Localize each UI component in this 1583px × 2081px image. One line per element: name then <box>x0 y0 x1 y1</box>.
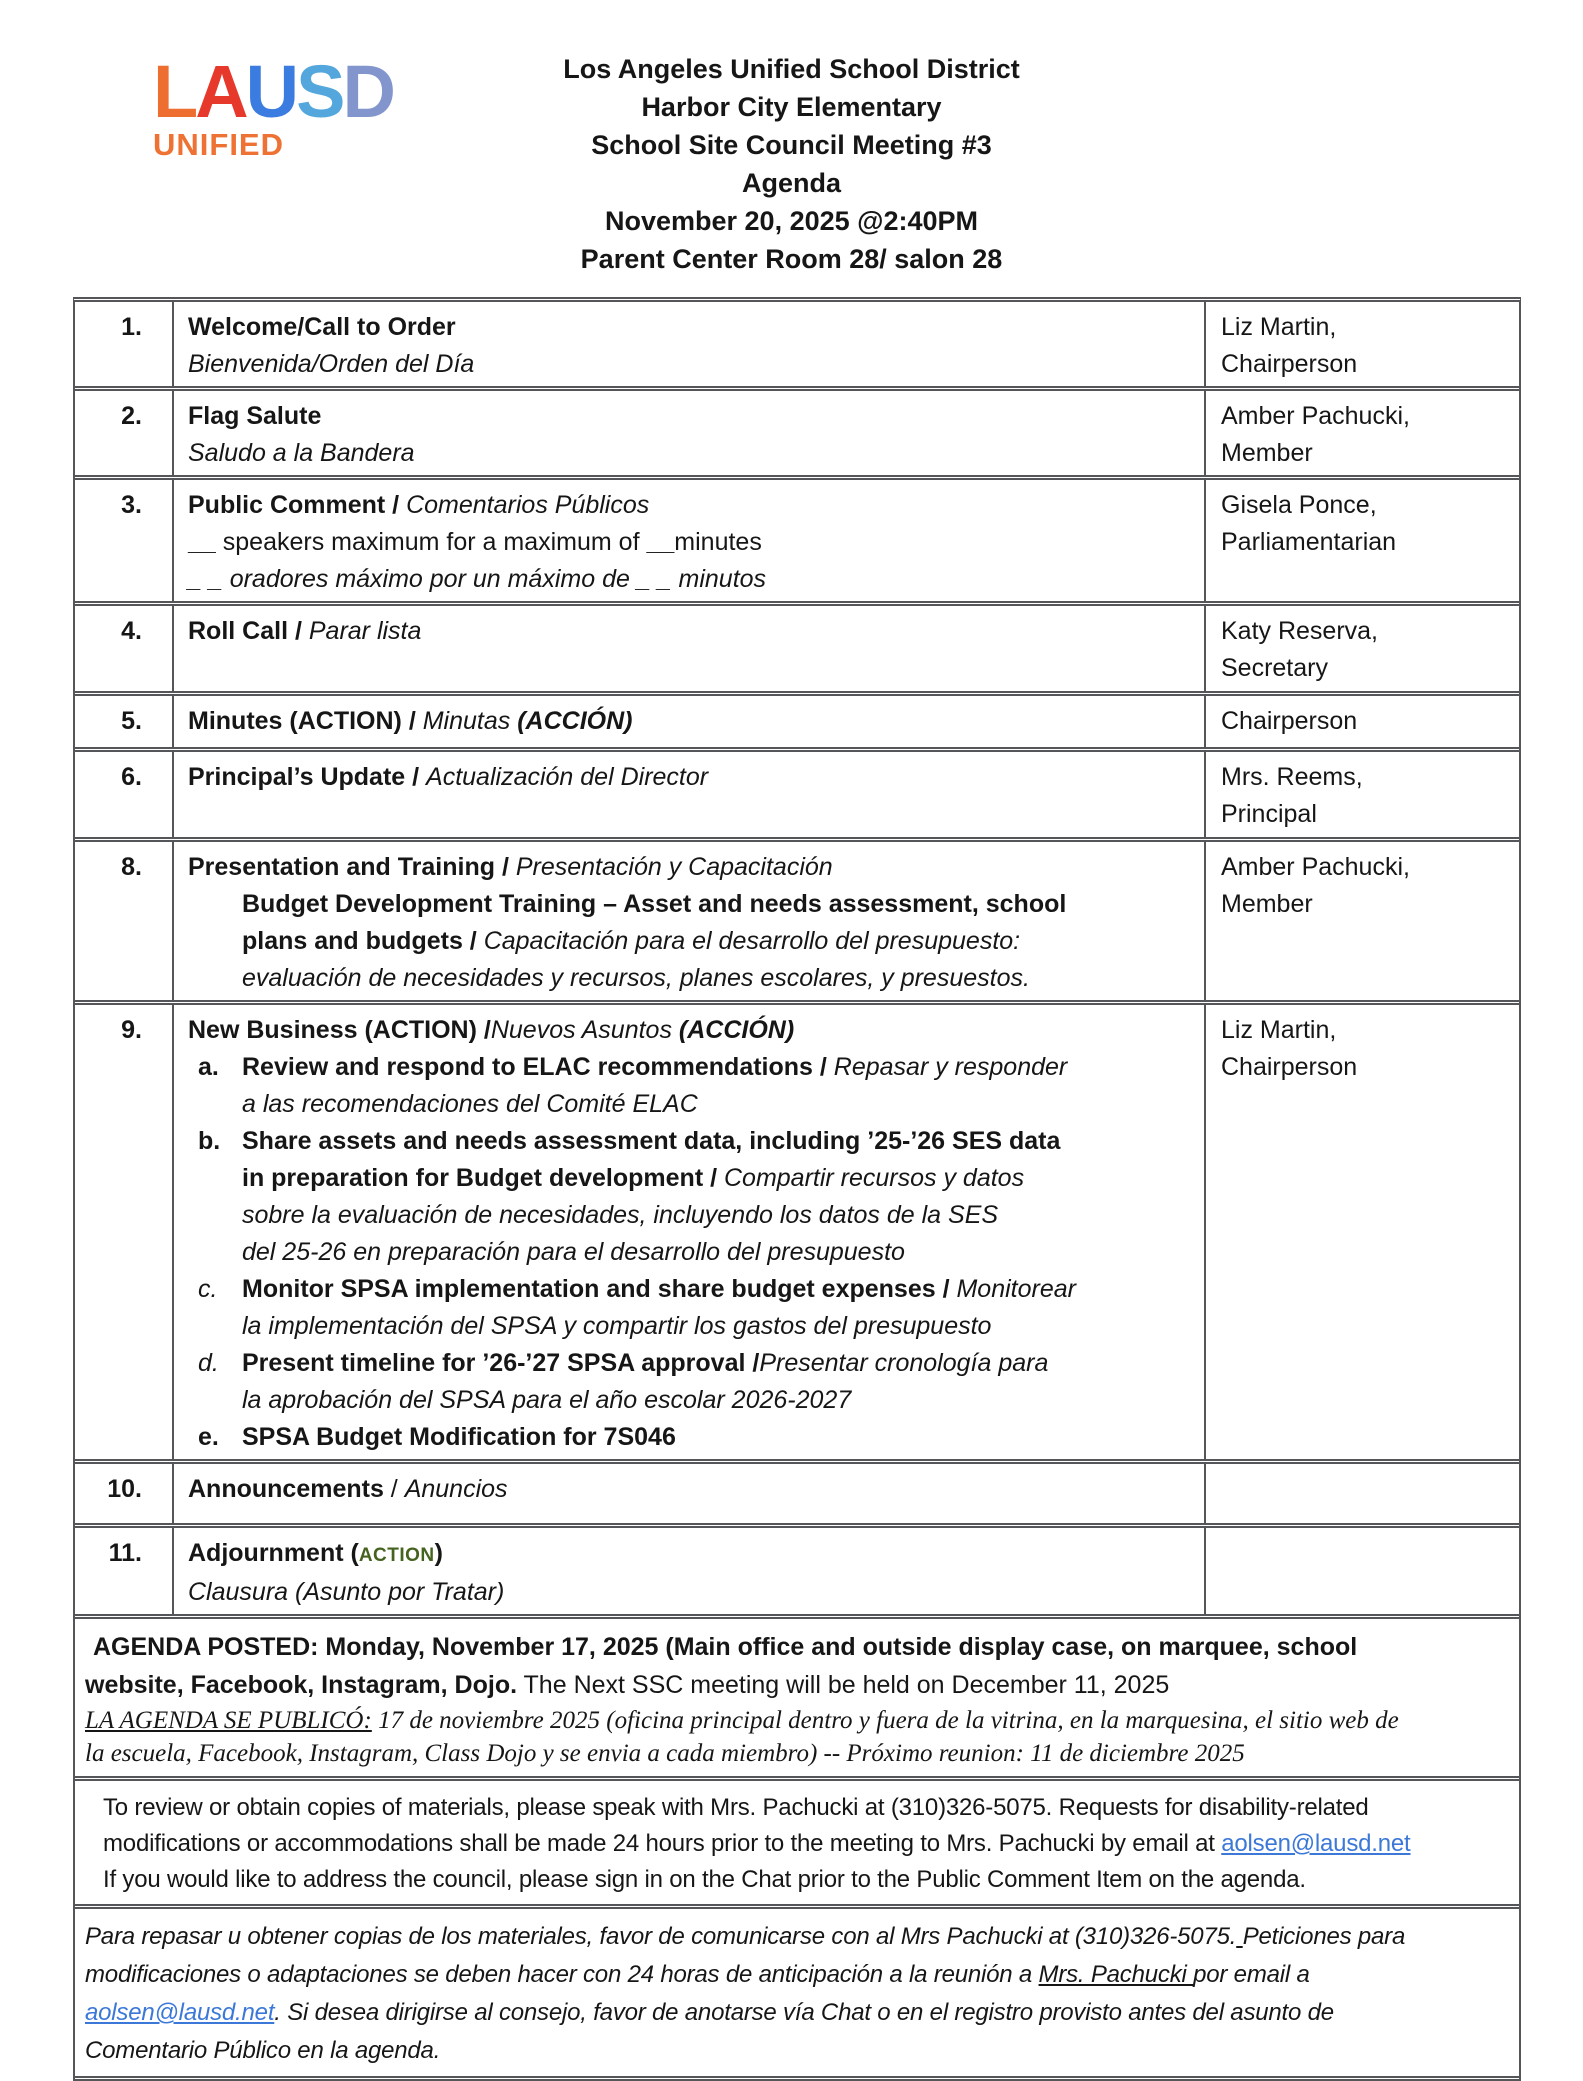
text-run: Monitorear <box>956 1275 1076 1303</box>
text-run: LA AGENDA SE PUBLICÓ: <box>85 1707 372 1734</box>
text-run: Parar lista <box>308 617 422 645</box>
text-line <box>174 1123 1204 1160</box>
text-run: Peticiones para <box>1242 1923 1406 1950</box>
person-line: Member <box>1221 890 1313 918</box>
text-line <box>174 1574 1204 1611</box>
person-line: Liz Martin, <box>1221 1016 1337 1044</box>
table-row <box>75 696 1519 752</box>
text-line <box>75 1826 1519 1862</box>
logo-letter: L <box>153 50 196 133</box>
person-line: Chairperson <box>1221 350 1358 378</box>
text-run: Review and respond to ELAC recommendations / <box>242 1053 834 1081</box>
logo-letter: U <box>245 50 297 133</box>
text-run: Flag Salute <box>188 402 322 430</box>
person-line: Chairperson <box>1221 707 1358 735</box>
text-run: Minutas <box>422 707 518 735</box>
text-run: _ _ oradores máximo por un máximo de _ _ minutos <box>188 565 767 593</box>
list-marker: d. <box>198 1349 219 1377</box>
agenda-table <box>73 297 1521 2081</box>
text-run: __ <box>188 528 216 556</box>
row-content <box>174 1005 1204 1459</box>
row-person <box>1204 480 1519 601</box>
text-line <box>174 561 1204 598</box>
text-run: SPSA Budget Modification for 7S046 <box>242 1423 676 1451</box>
text-run: Actualización del Director <box>426 763 709 791</box>
text-run: To review or obtain copies of materials, please speak with Mrs. Pachucki at (310)326-5075. Requests for disability-related <box>103 1794 1369 1821</box>
text-line <box>174 1049 1204 1086</box>
lausd-logo-unified: UNIFIED <box>153 127 284 163</box>
header-line-meeting: School Site Council Meeting #3 <box>591 130 992 160</box>
text-line <box>174 1234 1204 1271</box>
logo-letter: S <box>296 50 343 133</box>
text-run: plans and budgets / <box>242 927 484 955</box>
row-number: 2. <box>75 391 174 475</box>
text-run: Bienvenida/Orden del Día <box>188 350 475 378</box>
person-line: Liz Martin, <box>1221 313 1337 341</box>
text-run: ) <box>434 1539 443 1567</box>
person-line: Gisela Ponce, <box>1221 491 1377 519</box>
person-line: Katy Reserva, <box>1221 617 1379 645</box>
text-run: Capacitación para el desarrollo del presupuesto: <box>483 927 1021 955</box>
text-line <box>174 1382 1204 1419</box>
row-content <box>174 696 1204 747</box>
text-run: in preparation for Budget development / <box>242 1164 724 1192</box>
text-run: Budget Development Training – Asset and needs assessment, school <box>242 890 1067 918</box>
text-run: Clausura (Asunto por Tratar) <box>188 1578 505 1606</box>
row-number: 5. <box>75 696 174 747</box>
text-line <box>75 1704 1519 1737</box>
text-line <box>75 1918 1519 1956</box>
person-line: Principal <box>1221 800 1317 828</box>
table-row <box>75 1528 1519 1619</box>
text-run: Welcome/Call to Order <box>188 313 456 341</box>
text-run: Announcements <box>188 1475 391 1503</box>
table-row <box>75 752 1519 842</box>
text-run: / <box>390 1475 405 1503</box>
text-run: (ACCIÓN) <box>517 707 633 735</box>
row-person <box>1204 1005 1519 1459</box>
text-run: Monitor SPSA implementation and share budget expenses / <box>242 1275 957 1303</box>
person-line: Parliamentarian <box>1221 528 1397 556</box>
footer-note-block <box>75 1619 1519 1781</box>
text-line <box>174 886 1204 923</box>
person-line: Amber Pachucki, <box>1221 853 1410 881</box>
footer-note-block <box>75 1781 1519 1909</box>
text-run: The Next SSC meeting will be held on December 11, 2025 <box>517 1671 1170 1699</box>
person-line: Amber Pachucki, <box>1221 402 1410 430</box>
text-run: Adjournment ( <box>188 1539 359 1567</box>
text-run: evaluación de necesidades y recursos, planes escolares, y presuestos. <box>242 964 1030 992</box>
text-line <box>174 398 1204 435</box>
text-run: Para repasar u obtener copias de los materiales, favor de comunicarse con al Mrs Pachucki at (310)326-5075. <box>85 1923 1237 1950</box>
text-line <box>174 1012 1204 1049</box>
row-content <box>174 391 1204 475</box>
text-run: 17 de noviembre 2025 (oficina principal dentro y fuera de la vitrina, en la marquesina, el sitio web de <box>371 1707 1399 1734</box>
row-number: 4. <box>75 606 174 691</box>
text-run: por email a <box>1193 1961 1310 1988</box>
text-run: . Si desea dirigirse al consejo, favor de anotarse vía Chat o en el registro provisto antes del asunto de <box>274 1999 1334 2026</box>
text-line <box>174 1535 1204 1574</box>
row-number: 11. <box>75 1528 174 1614</box>
text-run: ACTION <box>358 1545 435 1566</box>
row-person <box>1204 842 1519 1000</box>
text-run: website, Facebook, Instagram, Dojo. <box>85 1671 518 1699</box>
table-row <box>75 480 1519 606</box>
text-run: sobre la evaluación de necesidades, incluyendo los datos de la SES <box>242 1201 999 1229</box>
text-run: Presentation and Training / <box>188 853 516 881</box>
list-marker: a. <box>198 1053 219 1081</box>
text-line <box>174 487 1204 524</box>
text-line <box>174 923 1204 960</box>
row-number: 10. <box>75 1464 174 1523</box>
text-run: a las recomendaciones del Comité ELAC <box>242 1090 698 1118</box>
row-person <box>1204 391 1519 475</box>
person-line: Secretary <box>1221 654 1328 682</box>
text-run: __ <box>646 528 675 556</box>
text-line <box>75 2032 1519 2070</box>
document-header <box>0 50 1583 278</box>
row-number: 3. <box>75 480 174 601</box>
text-run: Comentarios Públicos <box>406 491 650 519</box>
text-run: Minutes (ACTION) / <box>188 707 423 735</box>
person-line: Mrs. Reems, <box>1221 763 1363 791</box>
text-line <box>174 1345 1204 1382</box>
text-line <box>75 1862 1519 1898</box>
text-run: Nuevos Asuntos <box>490 1016 679 1044</box>
table-row <box>75 1464 1519 1528</box>
text-run: Saludo a la Bandera <box>188 439 415 467</box>
text-run: Compartir recursos y datos <box>723 1164 1025 1192</box>
list-marker: c. <box>198 1275 218 1303</box>
row-content <box>174 752 1204 837</box>
email-link[interactable]: aolsen@lausd.net <box>1221 1830 1411 1857</box>
text-line <box>174 309 1204 346</box>
row-content <box>174 480 1204 601</box>
text-line <box>75 1737 1519 1770</box>
row-person <box>1204 696 1519 747</box>
email-link[interactable]: aolsen@lausd.net <box>85 1999 275 2026</box>
text-line <box>75 1790 1519 1826</box>
header-line-location: Parent Center Room 28/ salon 28 <box>580 244 1003 274</box>
text-line <box>75 1994 1519 2032</box>
text-run: Anuncios <box>404 1475 508 1503</box>
table-row <box>75 842 1519 1005</box>
row-number: 9. <box>75 1005 174 1459</box>
row-number: 8. <box>75 842 174 1000</box>
text-line <box>174 1086 1204 1123</box>
table-row <box>75 1005 1519 1464</box>
text-line <box>174 703 1204 740</box>
text-run: If you would like to address the council, please sign in on the Chat prior to the Public Comment Item on the agenda. <box>103 1866 1306 1893</box>
row-content <box>174 1464 1204 1523</box>
text-line <box>174 1308 1204 1345</box>
text-run: Presentar cronología para <box>759 1349 1049 1377</box>
text-run: la implementación del SPSA y compartir los gastos del presupuesto <box>242 1312 992 1340</box>
text-line <box>174 613 1204 650</box>
text-run: Presentación y Capacitación <box>515 853 833 881</box>
text-line <box>174 1419 1204 1456</box>
list-marker: e. <box>198 1423 219 1451</box>
text-run: speakers maximum for a maximum of <box>215 528 647 556</box>
row-person <box>1204 752 1519 837</box>
row-person <box>1204 1528 1519 1614</box>
text-run: Mrs. Pachucki <box>1038 1961 1194 1988</box>
table-row <box>75 606 1519 696</box>
text-run: la aprobación del SPSA para el año escolar 2026-2027 <box>242 1386 852 1414</box>
header-line-school: Harbor City Elementary <box>641 92 942 122</box>
text-line <box>174 849 1204 886</box>
row-content <box>174 1528 1204 1614</box>
text-run: Share assets and needs assessment data, including ’25-’26 SES data <box>242 1127 1061 1155</box>
text-run: modifications or accommodations shall be made 24 hours prior to the meeting to Mrs. Pachucki by email at <box>103 1830 1222 1857</box>
text-line <box>174 1471 1204 1508</box>
text-line <box>174 346 1204 383</box>
text-run: del 25-26 en preparación para el desarrollo del presupuesto <box>242 1238 905 1266</box>
text-run: la escuela, Facebook, Instagram, Class Dojo y se envia a cada miembro) -- Próximo reunion: 11 de diciembre 2025 <box>85 1740 1245 1767</box>
text-run: Comentario Público en la agenda. <box>85 2037 441 2064</box>
row-content <box>174 842 1204 1000</box>
row-person <box>1204 302 1519 386</box>
row-content <box>174 302 1204 386</box>
row-person <box>1204 606 1519 691</box>
text-run: modificaciones o adaptaciones se deben hacer con 24 horas de anticipación a la reunión a <box>85 1961 1039 1988</box>
table-row <box>75 302 1519 391</box>
text-run: AGENDA POSTED: Monday, November 17, 2025 (Main office and outside display case, on marquee, school <box>93 1633 1358 1661</box>
header-line-agenda: Agenda <box>741 168 841 198</box>
header-line-district: Los Angeles Unified School District <box>563 54 1020 84</box>
text-line <box>174 1160 1204 1197</box>
text-run: Repasar y responder <box>833 1053 1068 1081</box>
text-run: Present timeline for ’26-’27 SPSA approval / <box>242 1349 760 1377</box>
logo-letter: D <box>342 50 393 133</box>
row-number: 1. <box>75 302 174 386</box>
row-number: 6. <box>75 752 174 837</box>
text-run: (ACCIÓN) <box>678 1016 795 1044</box>
text-run: Public Comment / <box>188 491 407 519</box>
text-run: Roll Call / <box>188 617 309 645</box>
list-marker: b. <box>198 1127 221 1155</box>
text-run: minutes <box>674 528 762 556</box>
text-line <box>75 1666 1519 1704</box>
text-run: Principal’s Update / <box>188 763 427 791</box>
text-run: New Business (ACTION) / <box>188 1016 491 1044</box>
logo-letter: A <box>195 50 246 133</box>
text-line <box>75 1956 1519 1994</box>
footer-note-block <box>75 1909 1519 2081</box>
text-line <box>174 435 1204 472</box>
row-content <box>174 606 1204 691</box>
text-line <box>174 759 1204 796</box>
text-line <box>174 1197 1204 1234</box>
person-line: Member <box>1221 439 1313 467</box>
text-line <box>75 1628 1519 1666</box>
text-line <box>174 960 1204 997</box>
text-line <box>174 1271 1204 1308</box>
person-line: Chairperson <box>1221 1053 1358 1081</box>
text-line <box>174 524 1204 561</box>
row-person <box>1204 1464 1519 1523</box>
table-row <box>75 391 1519 480</box>
header-line-datetime: November 20, 2025 @2:40PM <box>604 206 979 236</box>
